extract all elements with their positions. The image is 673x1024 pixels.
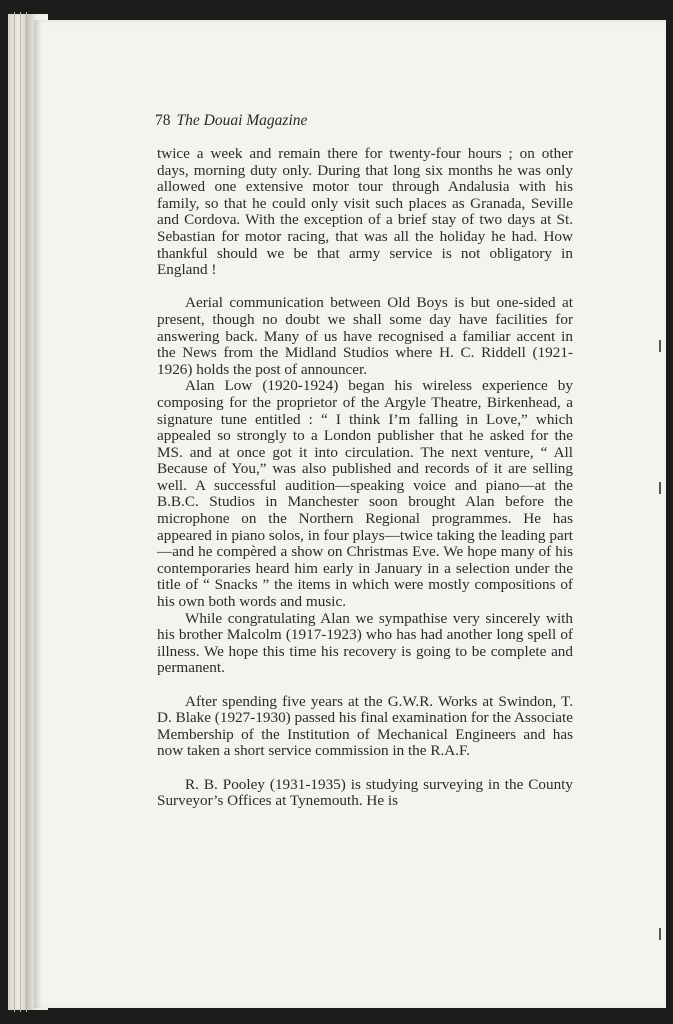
paragraph: Aerial communication between Old Boys is but one-sided at present, though no doubt we shall some day have facilities for answering back. Many of us have recognised a familiar accent in the News from the Midland Studios where H. C. Riddell (1921-1926) holds the post of announcer. [157,294,573,378]
body-text [157,146,573,810]
page-edge-mark [659,482,661,494]
running-header [155,112,307,130]
running-title: The Douai Magazine [176,112,308,129]
paragraph: While congratulating Alan we sympathise very sincerely with his brother Malcolm (1917-1923) who has had another long spell of illness. We hope this time his recovery is going to be complete and permanent. [157,609,573,677]
page-edge [14,12,15,1012]
paragraph: twice a week and remain there for twenty-four hours ; on other days, morning duty only. During that long six months he was only allowed one extensive motor tour through Andalusia with his family, so that he could only visit such places as Granada, Seville and Cordova. With the exception of a brief stay of two days at St. Sebastian for motor racing, that was all the holiday he had. How thankful should we be that army service is not obligatory in England ! [157,145,573,279]
paragraph: R. B. Pooley (1931-1935) is studying surveying in the County Surveyor’s Offices at Tynemouth. He is [157,775,573,810]
page-edge [26,12,27,1012]
page-edge-mark [659,340,661,352]
page-edge [20,12,21,1012]
paragraph: After spending five years at the G.W.R. Works at Swindon, T. D. Blake (1927-1930) passed his final examination for the Associate Membership of the Institution of Mechanical Engineers and has now taken a short service commission in the R.A.F. [157,692,573,760]
paragraph: Alan Low (1920-1924) began his wireless experience by composing for the proprietor of the Argyle Theatre, Birkenhead, a signature tune entitled : “ I think I’m falling in Love,” which appealed so strongly to a London publisher that he asked for the MS. and at once got it into circulation. The next venture, “ All Because of You,” was also published and records of it are selling well. A successful audition—speaking voice and piano—at the B.B.C. Studios in Manchester soon brought Alan before the microphone on the Northern Regional programmes. He has appeared in piano solos, in four plays—twice taking the leading part—and he compèred a show on Christmas Eve. We hope many of his contemporaries heard him early in January in a selection under the title of “ Snacks ” the items in which were mostly compositions of his own both words and music. [157,377,573,611]
page-number: 78 [155,112,171,129]
page-edge-mark [659,928,661,940]
